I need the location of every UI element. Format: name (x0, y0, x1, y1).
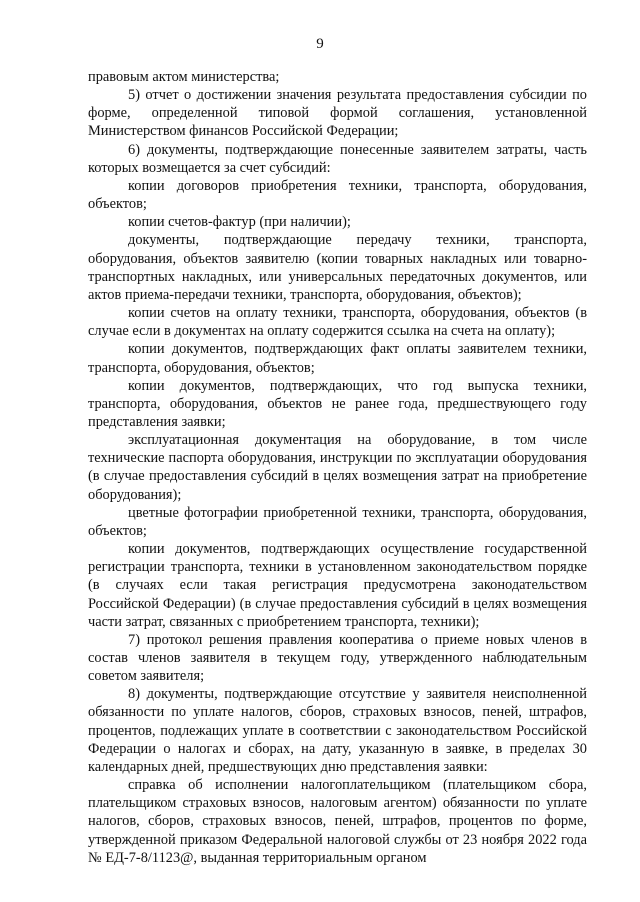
paragraph: справка об исполнении налогоплательщиком (плательщиком сбора, плательщиком страховых взносов, налоговым агентом) обязанности по уплате налогов, сборов, страховых взносов, пеней, штрафов, процентов по форме, утвержденной приказом Федеральной налоговой службы от 23 ноября 2022 года № ЕД-7-8/1123@, выданная территориальным органом (88, 777, 587, 866)
paragraph: копии документов, подтверждающих факт оплаты заявителем техники, транспорта, оборудования, объектов; (88, 341, 587, 376)
paragraph: эксплуатационная документация на оборудование, в том числе технические паспорта оборудования, инструкции по эксплуатации оборудования (в случае предоставления субсидий в целях возмещения затрат на приобретение оборудования); (88, 432, 587, 503)
paragraph: правовым актом министерства; (88, 69, 280, 85)
paragraph: копии договоров приобретения техники, транспорта, оборудования, объектов; (88, 177, 587, 213)
paragraph: цветные фотографии приобретенной техники, транспорта, оборудования, объектов; (88, 504, 587, 539)
paragraph: копии документов, подтверждающих осуществление государственной регистрации транспорта, техники в установленном законодательством порядке (в случаях если такая регистрация предусмотрена законодательством Российской Федерации) (в случае предоставления субсидий в целях возмещения части затрат, связанных с приобретением транспорта, техники); (88, 541, 587, 630)
page-number: 9 (316, 36, 324, 52)
paragraph: копии счетов-фактур (при наличии); (128, 214, 351, 231)
paragraph: копии документов, подтверждающих, что год выпуска техники, транспорта, оборудования, объектов не ранее года, предшествующего году представления заявки; (88, 377, 587, 430)
paragraph: 6) документы, подтверждающие понесенные заявителем затраты, часть которых возмещается за счет субсидий: (88, 141, 587, 176)
paragraph: копии счетов на оплату техники, транспорта, оборудования, объектов (в случае если в документах на оплату содержится ссылка на счета на оплату); (88, 305, 587, 340)
paragraph: 5) отчет о достижении значения результата предоставления субсидии по форме, определенной типовой формой соглашения, установленной Министерством финансов Российской Федерации; (88, 87, 587, 140)
document-body (88, 68, 587, 867)
paragraph: 7) протокол решения правления кооператива о приеме новых членов в состав членов заявителя в текущем году, утвержденного наблюдательным советом заявителя; (88, 631, 587, 685)
paragraph: документы, подтверждающие передачу техники, транспорта, оборудования, объектов заявителю (копии товарных накладных или товарно-транспортных накладных, или универсальных передаточных документов, или актов приема-передачи техники, транспорта, оборудования, объектов); (88, 232, 587, 303)
paragraph: 8) документы, подтверждающие отсутствие у заявителя неисполненной обязанности по уплате налогов, сборов, страховых взносов, пеней, штрафов, процентов, подлежащих уплате в соответствии с законодательством Российской Федерации о налогах и сборах, на дату, указанную в заявке, в пределах 30 календарных дней, предшествующих дню представления заявки: (88, 686, 587, 775)
